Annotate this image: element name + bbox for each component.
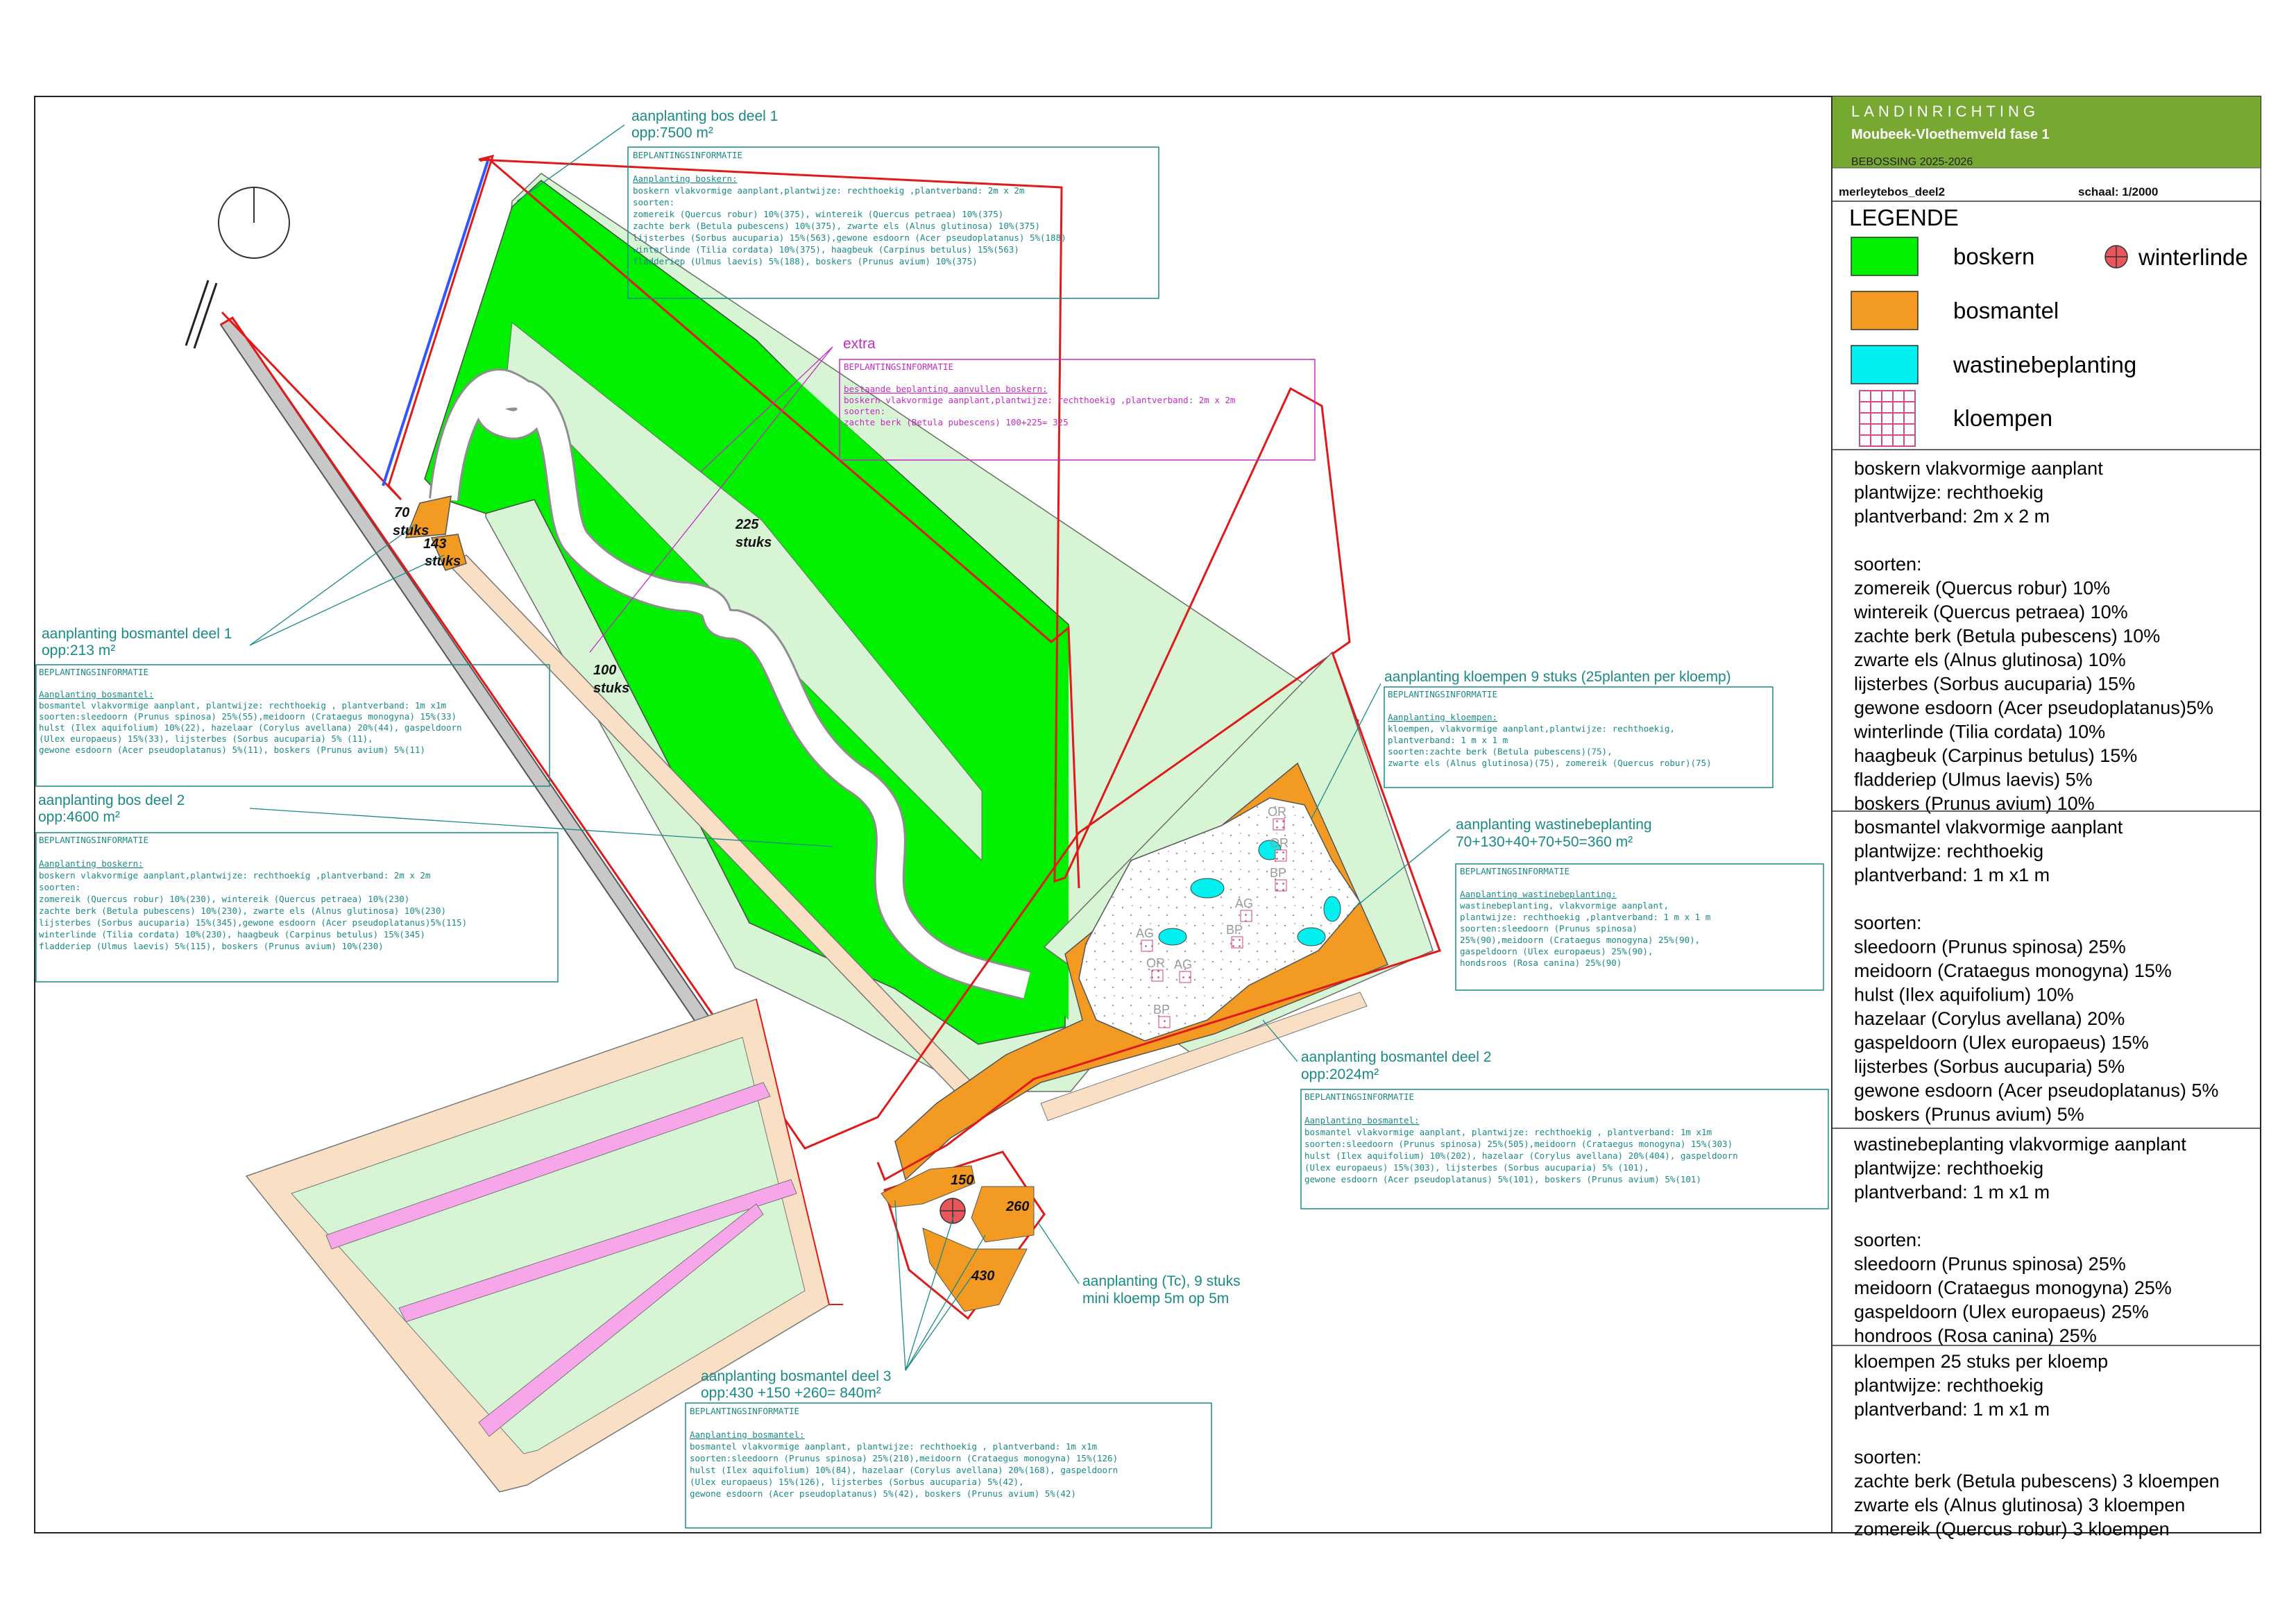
kloemp-marker — [1275, 880, 1286, 891]
kloemp-marker — [1241, 910, 1252, 921]
bosmantel-deel1-info-text — [39, 667, 462, 755]
svg-text:143: 143 — [423, 536, 447, 552]
bosmantel-deel1-title: aanplanting bosmantel deel 1 — [42, 626, 232, 642]
svg-text:stuks: stuks — [593, 681, 630, 696]
kloemp-marker — [1141, 940, 1153, 951]
species-line: gewone esdoorn (Acer pseudoplatanus)5% — [1854, 697, 2213, 718]
info-line: zwarte els (Alnus glutinosa)(75), zomereik (Quercus robur)(75) — [1388, 758, 1712, 768]
info-line: Aanplanting bosmantel: — [39, 689, 154, 699]
svg-text:schaal: 1/2000: schaal: 1/2000 — [2078, 185, 2159, 198]
svg-text:100: 100 — [593, 663, 617, 678]
bos-deel2-title: aanplanting bos deel 2 — [38, 792, 185, 808]
svg-text:Moubeek-Vloethemveld fase 1: Moubeek-Vloethemveld fase 1 — [1851, 127, 2050, 142]
svg-text:225: 225 — [735, 517, 759, 532]
svg-text:70: 70 — [394, 505, 410, 520]
bos-deel2-area: opp:4600 m² — [38, 809, 120, 825]
species-line: zachte berk (Betula pubescens) 3 kloempen — [1854, 1470, 2220, 1492]
svg-text:boskern: boskern — [1953, 244, 2035, 269]
legend-bosmantel — [1851, 291, 2059, 330]
info-line: soorten: — [633, 197, 675, 207]
bosmantel-deel3-info-text — [690, 1406, 1118, 1499]
species-line: bosmantel vlakvormige aanplant — [1854, 817, 2123, 838]
species-line: plantwijze: rechthoekig — [1854, 1375, 2044, 1396]
svg-text:430: 430 — [971, 1268, 995, 1284]
info-line: boskern vlakvormige aanplant,plantwijze: rechthoekig ,plantverband: 2m x 2m — [39, 870, 431, 881]
species-line: fladderiep (Ulmus laevis) 5% — [1854, 769, 2093, 790]
species-line: boskern vlakvormige aanplant — [1854, 458, 2103, 479]
bos-deel1-info-text — [633, 150, 1066, 266]
svg-text:merleytebos_deel2: merleytebos_deel2 — [1839, 185, 1946, 198]
info-line: hulst (Ilex aquifolium) 10%(22), hazelaar (Corylus avellana) 20%(44), gaspeldoorn — [39, 722, 462, 733]
info-line: gewone esdoorn (Acer pseudoplatanus) 5%(11), boskers (Prunus avium) 5%(11) — [39, 745, 425, 755]
svg-text:kloempen: kloempen — [1953, 405, 2053, 431]
info-line: fladderiep (Ulmus laevis) 5%(188), boskers (Prunus avium) 10%(375) — [633, 256, 978, 266]
bosmantel-deel2-info-text — [1304, 1091, 1738, 1184]
info-line: hondsroos (Rosa canina) 25%(90) — [1460, 958, 1622, 968]
bosmantel-deel3-260 — [971, 1187, 1034, 1242]
info-line: (Ulex europaeus) 15%(126), lijsterbes (Sorbus aucuparia) 5%(42), — [690, 1477, 1024, 1487]
info-line: BEPLANTINGSINFORMATIE — [39, 835, 149, 845]
species-line: gaspeldoorn (Ulex europaeus) 15% — [1854, 1032, 2149, 1053]
species-line: meidoorn (Crataegus monogyna) 15% — [1854, 960, 2172, 981]
info-line: zomereik (Quercus robur) 10%(230), wintereik (Quercus petraea) 10%(230) — [39, 894, 410, 904]
info-line: Aanplanting bosmantel: — [690, 1429, 805, 1440]
info-line: BEPLANTINGSINFORMATIE — [1304, 1091, 1415, 1102]
bos-deel2-info-text — [39, 835, 467, 951]
info-line: BEPLANTINGSINFORMATIE — [39, 667, 149, 677]
info-line: bestaande beplanting aanvullen boskern: — [844, 384, 1048, 394]
info-line: soorten: — [844, 406, 886, 416]
info-line: BEPLANTINGSINFORMATIE — [690, 1406, 800, 1416]
species-line: hazelaar (Corylus avellana) 20% — [1854, 1008, 2125, 1029]
species-line: soorten: — [1854, 554, 1922, 575]
species-line: zachte berk (Betula pubescens) 10% — [1854, 625, 2161, 647]
info-line: plantwijze: rechthoekig ,plantverband: 1 m x 1 m — [1460, 912, 1711, 922]
species-line: zwarte els (Alnus glutinosa) 10% — [1854, 649, 2126, 670]
species-line: hulst (Ilex aquifolium) 10% — [1854, 984, 2074, 1005]
info-line: bosmantel vlakvormige aanplant, plantwijze: rechthoekig , plantverband: 1m x1m — [690, 1441, 1097, 1452]
info-line: lijsterbes (Sorbus aucuparia) 15%(345),gewone esdoorn (Acer pseudoplatanus)5%(115) — [39, 917, 468, 928]
bos-deel1-title: aanplanting bos deel 1 — [631, 108, 779, 124]
bosmantel-deel1-area: opp:213 m² — [42, 643, 116, 658]
info-line: soorten: — [39, 882, 81, 892]
info-line: winterlinde (Tilia cordata) 10%(230), haagbeuk (Carpinus betulus) 15%(345) — [39, 929, 425, 940]
info-line: zachte berk (Betula pubescens) 10%(230), zwarte els (Alnus glutinosa) 10%(230) — [39, 906, 446, 916]
svg-text:wastinebeplanting: wastinebeplanting — [1953, 352, 2137, 377]
kloemp-marker — [1273, 819, 1284, 830]
info-line: boskern vlakvormige aanplant,plantwijze: rechthoekig ,plantverband: 2m x 2m — [844, 395, 1236, 405]
svg-text:260: 260 — [1006, 1199, 1030, 1214]
species-line: kloempen 25 stuks per kloemp — [1854, 1351, 2109, 1372]
svg-text:BEBOSSING 2025-2026: BEBOSSING 2025-2026 — [1851, 156, 1973, 168]
north-arrow-icon — [219, 187, 289, 258]
info-line: kloempen, vlakvormige aanplant,plantwijze: rechthoekig, — [1388, 723, 1675, 734]
species-line: boskers (Prunus avium) 10% — [1854, 793, 2095, 814]
kloemp-code: OR — [1270, 836, 1289, 850]
bos-deel1-area: opp:7500 m² — [631, 125, 713, 141]
species-line: wintereik (Quercus petraea) 10% — [1854, 602, 2128, 622]
species-line: lijsterbes (Sorbus aucuparia) 5% — [1854, 1056, 2125, 1077]
info-line: BEPLANTINGSINFORMATIE — [633, 150, 743, 160]
kloemp-marker — [1152, 970, 1163, 981]
info-line: zomereik (Quercus robur) 10%(375), wintereik (Quercus petraea) 10%(375) — [633, 209, 1004, 219]
species-line: soorten: — [1854, 1230, 1922, 1250]
species-line: zomereik (Quercus robur) 10% — [1854, 577, 2111, 599]
info-line: soorten:zachte berk (Betula pubescens)(75), — [1388, 746, 1613, 757]
kloemp-code: AG — [1136, 926, 1155, 940]
extra-title: extra — [843, 336, 876, 352]
info-line: BEPLANTINGSINFORMATIE — [844, 362, 954, 372]
species-line: soorten: — [1854, 912, 1922, 933]
bosmantel-deel3-area: opp:430 +150 +260= 840m² — [701, 1385, 881, 1401]
wastine-info-text — [1460, 866, 1710, 968]
kloempen-title: aanplanting kloempen 9 stuks (25planten per kloemp) — [1384, 669, 1731, 685]
info-line: soorten:sleedoorn (Prunus spinosa) 25%(210),meidoorn (Crataegus monogyna) 15%(126) — [690, 1453, 1119, 1463]
svg-text:stuks: stuks — [393, 523, 430, 538]
bosmantel-deel2-title: aanplanting bosmantel deel 2 — [1301, 1049, 1492, 1065]
species-line: boskers (Prunus avium) 5% — [1854, 1104, 2084, 1125]
legend-wastinebeplanting — [1851, 346, 2136, 384]
legend-winterlinde — [2105, 244, 2248, 270]
species-line: winterlinde (Tilia cordata) 10% — [1854, 721, 2106, 742]
species-line: zomereik (Quercus robur) 3 kloempen — [1854, 1518, 2170, 1540]
info-line: bosmantel vlakvormige aanplant, plantwijze: rechthoekig , plantverband: 1m x1m — [1304, 1127, 1712, 1137]
road-marker — [186, 280, 216, 348]
species-line: soorten: — [1854, 1447, 1922, 1468]
info-line: soorten:sleedoorn (Prunus spinosa) — [1460, 923, 1638, 934]
svg-text:stuks: stuks — [425, 554, 461, 569]
legend-kloempen — [1860, 391, 2052, 446]
legend-boskern — [1851, 237, 2034, 275]
tc-area: mini kloemp 5m op 5m — [1082, 1291, 1230, 1307]
wastine-title: aanplanting wastinebeplanting — [1456, 817, 1652, 833]
info-line: 25%(90),meidoorn (Crataegus monogyna) 25%(90), — [1460, 935, 1701, 945]
kloemp-marker — [1180, 971, 1191, 983]
extra-info-text — [844, 362, 1235, 427]
info-line: boskern vlakvormige aanplant,plantwijze: rechthoekig ,plantverband: 2m x 2m — [633, 185, 1025, 196]
info-line: Aanplanting wastinebeplanting: — [1460, 889, 1617, 899]
info-line: winterlinde (Tilia cordata) 10%(375), haagbeuk (Carpinus betulus) 15%(563) — [633, 244, 1019, 255]
info-line: Aanplanting boskern: — [39, 858, 144, 869]
species-line: gewone esdoorn (Acer pseudoplatanus) 5% — [1854, 1080, 2219, 1101]
kloemp-code: OR — [1146, 956, 1165, 970]
svg-text:150: 150 — [951, 1173, 974, 1188]
info-line: lijsterbes (Sorbus aucuparia) 15%(563),gewone esdoorn (Acer pseudoplatanus) 5%(188) — [633, 232, 1066, 243]
kloemp-code: BP — [1226, 923, 1243, 937]
species-line: haagbeuk (Carpinus betulus) 15% — [1854, 745, 2138, 766]
info-line: zachte berk (Betula pubescens) 100+225= 325 — [844, 417, 1069, 427]
info-line: Aanplanting bosmantel: — [1304, 1115, 1420, 1125]
kloemp-code: AG — [1235, 897, 1254, 910]
bosmantel-deel2-infobox — [1301, 1089, 1828, 1209]
species-line: zwarte els (Alnus glutinosa) 3 kloempen — [1854, 1495, 2186, 1515]
info-line: Aanplanting boskern: — [633, 173, 738, 184]
info-line: gewone esdoorn (Acer pseudoplatanus) 5%(42), boskers (Prunus avium) 5%(42) — [690, 1488, 1076, 1499]
species-line: plantwijze: rechthoekig — [1854, 482, 2044, 503]
kloemp-marker — [1159, 1017, 1170, 1028]
info-line: (Ulex europaeus) 15%(33), lijsterbes (Sorbus aucuparia) 5% (11), — [39, 733, 373, 744]
legend-heading: LEGENDE — [1849, 205, 1959, 230]
tc-title: aanplanting (Tc), 9 stuks — [1082, 1273, 1241, 1289]
kloemp-code: BP — [1153, 1003, 1171, 1017]
species-line: lijsterbes (Sorbus aucuparia) 15% — [1854, 673, 2136, 695]
info-line: wastinebeplanting, vlakvormige aanplant, — [1460, 900, 1669, 911]
species-line: plantverband: 1 m x1 m — [1854, 1399, 2050, 1420]
species-line: meidoorn (Crataegus monogyna) 25% — [1854, 1277, 2172, 1298]
species-line: plantverband: 1 m x1 m — [1854, 865, 2050, 885]
bosmantel-deel3-title: aanplanting bosmantel deel 3 — [701, 1368, 892, 1384]
species-line: sleedoorn (Prunus spinosa) 25% — [1854, 1253, 2126, 1275]
species-line: gaspeldoorn (Ulex europaeus) 25% — [1854, 1301, 2149, 1323]
info-line: gewone esdoorn (Acer pseudoplatanus) 5%(101), boskers (Prunus avium) 5%(101) — [1304, 1174, 1701, 1184]
svg-text:LANDINRICHTING: LANDINRICHTING — [1851, 103, 2040, 120]
info-line: hulst (Ilex aquifolium) 10%(84), hazelaar (Corylus avellana) 20%(168), gaspeldoorn — [690, 1465, 1119, 1475]
kloemp-code: BP — [1270, 866, 1287, 880]
species-line: wastinebeplanting vlakvormige aanplant — [1854, 1134, 2186, 1155]
svg-text:bosmantel: bosmantel — [1953, 298, 2059, 323]
species-line: plantwijze: rechthoekig — [1854, 1157, 2044, 1179]
kloemp-code: OR — [1268, 805, 1286, 819]
info-line: fladderiep (Ulmus laevis) 5%(115), boskers (Prunus avium) 10%(230) — [39, 941, 384, 951]
species-line: hondroos (Rosa canina) 25% — [1854, 1325, 2097, 1346]
species-line: sleedoorn (Prunus spinosa) 25% — [1854, 936, 2126, 958]
kloempen-info-text — [1388, 689, 1712, 768]
svg-text:winterlinde: winterlinde — [2138, 244, 2248, 270]
info-line: Aanplanting kloempen: — [1388, 712, 1498, 722]
svg-text:stuks: stuks — [735, 535, 772, 550]
kloemp-marker — [1232, 937, 1243, 948]
info-line: soorten:sleedoorn (Prunus spinosa) 25%(505),meidoorn (Crataegus monogyna) 15%(303) — [1304, 1139, 1733, 1149]
bosmantel-deel2-area: opp:2024m² — [1301, 1067, 1379, 1082]
info-line: plantverband: 1 m x 1 m — [1388, 735, 1508, 745]
species-panel — [1832, 458, 2261, 1540]
species-line: plantverband: 2m x 2 m — [1854, 506, 2050, 527]
info-line: bosmantel vlakvormige aanplant, plantwijze: rechthoekig , plantverband: 1m x1m — [39, 700, 446, 711]
title-block — [1832, 96, 2261, 201]
wastine-area: 70+130+40+70+50=360 m² — [1456, 834, 1633, 850]
info-line: (Ulex europaeus) 15%(303), lijsterbes (Sorbus aucuparia) 5% (101), — [1304, 1162, 1649, 1173]
kloemp-code: AG — [1174, 958, 1193, 971]
species-line: plantverband: 1 m x1 m — [1854, 1182, 2050, 1203]
info-line: BEPLANTINGSINFORMATIE — [1388, 689, 1498, 699]
kloemp-marker — [1275, 850, 1286, 861]
species-line: plantwijze: rechthoekig — [1854, 840, 2044, 862]
info-line: BEPLANTINGSINFORMATIE — [1460, 866, 1570, 876]
info-line: hulst (Ilex aquifolium) 10%(202), hazelaar (Corylus avellana) 20%(404), gaspeldoorn — [1304, 1150, 1738, 1161]
info-line: soorten:sleedoorn (Prunus spinosa) 25%(55),meidoorn (Crataegus monogyna) 15%(33) — [39, 711, 457, 722]
info-line: gaspeldoorn (Ulex europaeus) 25%(90), — [1460, 946, 1653, 957]
info-line: zachte berk (Betula pubescens) 10%(375), zwarte els (Alnus glutinosa) 10%(375) — [633, 221, 1040, 231]
